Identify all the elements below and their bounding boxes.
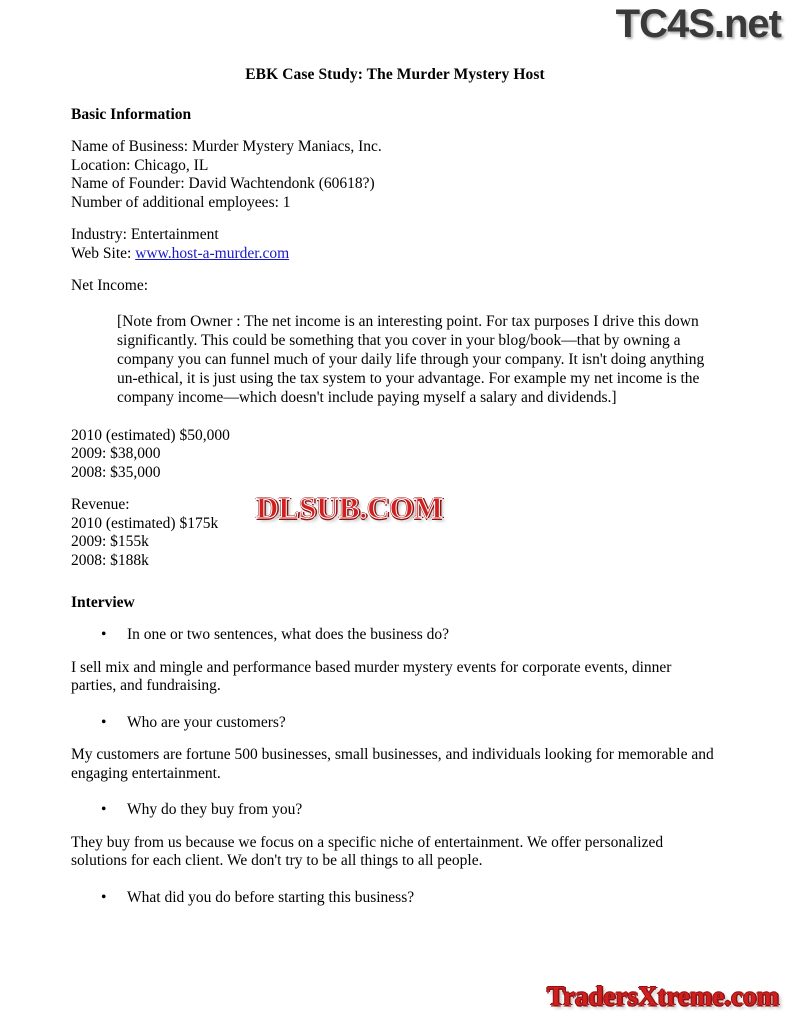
business-name-line: Name of Business: Murder Mystery Maniacs, Inc. xyxy=(71,138,382,155)
list-item xyxy=(71,626,719,645)
interview-question: What did you do before starting this business? xyxy=(127,888,415,906)
founder-line: Name of Founder: David Wachtendonk (60618?) xyxy=(71,175,375,192)
net-income-row: 2008: $35,000 xyxy=(71,463,161,481)
basic-information-block xyxy=(71,138,719,212)
website-link[interactable]: www.host-a-murder.com xyxy=(135,244,290,262)
page-title: EBK Case Study: The Murder Mystery Host xyxy=(245,66,545,83)
industry-web-block xyxy=(71,226,719,263)
employees-line: Number of additional employees: 1 xyxy=(71,193,291,211)
interview-answer: They buy from us because we focus on a specific niche of entertainment. We offer personalized solutions for each client. We don't try to be all things to all people. xyxy=(71,833,664,869)
interview-question: Who are your customers? xyxy=(127,713,286,731)
interview-question: In one or two sentences, what does the business do? xyxy=(127,626,449,643)
interview-question-list xyxy=(71,889,719,908)
revenue-row: 2008: $188k xyxy=(71,551,149,569)
revenue-label: Revenue: xyxy=(71,496,130,513)
list-item xyxy=(71,801,719,820)
bullet-icon: • xyxy=(101,888,107,906)
interview-question: Why do they buy from you? xyxy=(127,801,303,818)
website-label: Web Site: xyxy=(71,244,136,262)
net-income-row: 2010 (estimated) $50,000 xyxy=(71,426,230,444)
interview-question-list xyxy=(71,714,719,733)
interview-question-list xyxy=(71,626,719,645)
bullet-icon: • xyxy=(101,801,107,818)
net-income-rows xyxy=(71,427,719,483)
watermark-top-right: TC4S.net xyxy=(615,2,781,46)
interview-answer: I sell mix and mingle and performance based murder mystery events for corporate events, dinner parties, and fundraising. xyxy=(71,658,672,694)
industry-line: Industry: Entertainment xyxy=(71,226,219,243)
bullet-icon: • xyxy=(101,713,107,731)
section-heading-basic-information: Basic Information xyxy=(71,106,192,123)
list-item xyxy=(71,889,719,908)
watermark-bottom-right: TradersXtreme.com xyxy=(546,981,779,1011)
revenue-row: 2009: $155k xyxy=(71,533,149,550)
net-income-label: Net Income: xyxy=(71,277,149,294)
net-income-row: 2009: $38,000 xyxy=(71,445,161,462)
list-item xyxy=(71,714,719,733)
location-line: Location: Chicago, IL xyxy=(71,156,209,174)
interview-question-list xyxy=(71,801,719,820)
revenue-row: 2010 (estimated) $175k xyxy=(71,514,219,532)
website-line xyxy=(71,245,719,264)
bullet-icon: • xyxy=(101,626,107,643)
owner-note: [Note from Owner : The net income is an interesting point. For tax purposes I drive this down significantly. This could be something that you cover in your blog/book—that by owning a company you can funnel much of your daily life through your company. It isn't doing anything un-ethical, it is just using the tax system to your advantage. For example my net income is the company income—which doesn't include paying myself a salary and dividends.] xyxy=(117,312,705,406)
interview-answer: My customers are fortune 500 businesses, small businesses, and individuals looking for memorable and engaging entertainment. xyxy=(71,746,714,782)
watermark-center: DLSUB.COM xyxy=(256,490,443,525)
section-heading-interview: Interview xyxy=(71,594,135,611)
